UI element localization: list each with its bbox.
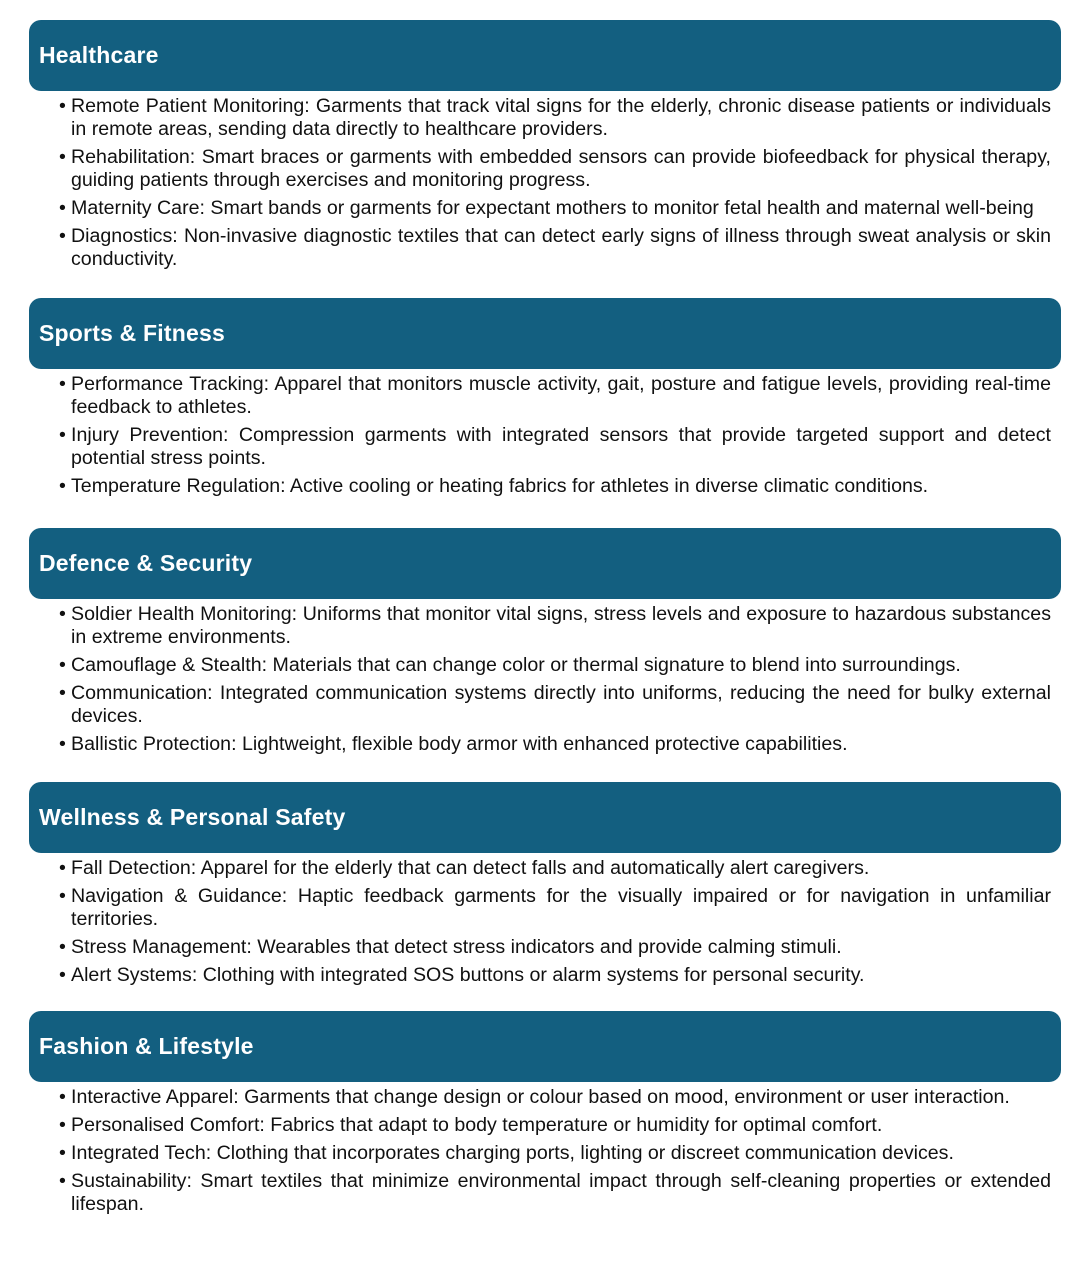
list-item: • Performance Tracking: Apparel that monitors muscle activity, gait, posture and fatigue levels, providing real-time feedback to athletes. <box>59 373 1051 419</box>
section-header-healthcare <box>29 20 1061 91</box>
section-header-wellness-safety <box>29 782 1061 853</box>
list-item: • Navigation & Guidance: Haptic feedback garments for the visually impaired or for navigation in unfamiliar territories. <box>59 885 1051 931</box>
list-item: • Ballistic Protection: Lightweight, flexible body armor with enhanced protective capabilities. <box>59 733 1051 756</box>
section-list-wellness-safety <box>59 857 1051 992</box>
list-item: • Temperature Regulation: Active cooling or heating fabrics for athletes in diverse climatic conditions. <box>59 475 1051 498</box>
section-title: Defence & Security <box>39 550 253 576</box>
section-title: Fashion & Lifestyle <box>39 1033 254 1059</box>
section-list-sports-fitness <box>59 373 1051 503</box>
section-header-sports-fitness <box>29 298 1061 369</box>
list-item: • Sustainability: Smart textiles that minimize environmental impact through self-cleaning properties or extended lifespan. <box>59 1170 1051 1216</box>
section-list-fashion-lifestyle <box>59 1086 1051 1221</box>
list-item: • Injury Prevention: Compression garments with integrated sensors that provide targeted support and detect potential stress points. <box>59 424 1051 470</box>
list-item: • Stress Management: Wearables that detect stress indicators and provide calming stimuli. <box>59 936 1051 959</box>
list-item: • Personalised Comfort: Fabrics that adapt to body temperature or humidity for optimal comfort. <box>59 1114 1051 1137</box>
list-item: • Soldier Health Monitoring: Uniforms that monitor vital signs, stress levels and exposure to hazardous substances in extreme environments. <box>59 603 1051 649</box>
section-header-fashion-lifestyle <box>29 1011 1061 1082</box>
list-item: • Camouflage & Stealth: Materials that can change color or thermal signature to blend into surroundings. <box>59 654 1051 677</box>
list-item: • Communication: Integrated communication systems directly into uniforms, reducing the need for bulky external devices. <box>59 682 1051 728</box>
list-item: • Fall Detection: Apparel for the elderly that can detect falls and automatically alert caregivers. <box>59 857 1051 880</box>
list-item: • Interactive Apparel: Garments that change design or colour based on mood, environment or user interaction. <box>59 1086 1051 1109</box>
list-item: • Integrated Tech: Clothing that incorporates charging ports, lighting or discreet communication devices. <box>59 1142 1051 1165</box>
section-title: Wellness & Personal Safety <box>39 804 346 830</box>
list-item: • Maternity Care: Smart bands or garments for expectant mothers to monitor fetal health and maternal well-being <box>59 197 1051 220</box>
list-item: • Diagnostics: Non-invasive diagnostic textiles that can detect early signs of illness through sweat analysis or skin conductivity. <box>59 225 1051 271</box>
section-title: Healthcare <box>39 42 159 68</box>
section-list-defence-security <box>59 603 1051 761</box>
list-item: • Remote Patient Monitoring: Garments that track vital signs for the elderly, chronic disease patients or individuals in remote areas, sending data directly to healthcare providers. <box>59 95 1051 141</box>
list-item: • Rehabilitation: Smart braces or garments with embedded sensors can provide biofeedback for physical therapy, guiding patients through exercises and monitoring progress. <box>59 146 1051 192</box>
section-list-healthcare <box>59 95 1051 276</box>
section-header-defence-security <box>29 528 1061 599</box>
list-item: • Alert Systems: Clothing with integrated SOS buttons or alarm systems for personal security. <box>59 964 1051 987</box>
section-title: Sports & Fitness <box>39 320 225 346</box>
